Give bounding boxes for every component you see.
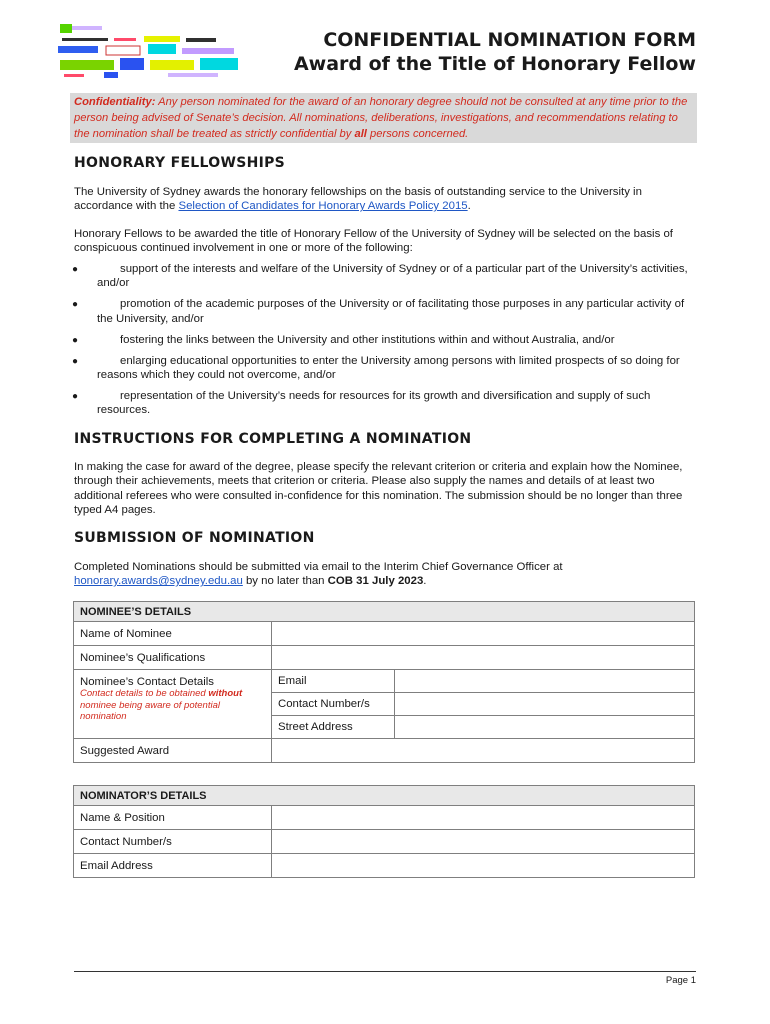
instructions-heading: INSTRUCTIONS FOR COMPLETING A NOMINATION [74,431,472,447]
list-item-text: representation of the University’s needs for resources for its growth and diversification and supply of such resources. [97,389,651,417]
submission-text-1: Completed Nominations should be submitted via email to the Interim Chief Governance Officer at [74,561,563,573]
nominee-name-label: Name of Nominee [74,622,272,646]
table-row [74,806,695,830]
bullet-icon: ● [72,355,79,367]
list-item [74,333,694,347]
nominee-award-label: Suggested Award [74,739,272,763]
nominator-heading: NOMINATOR’S DETAILS [74,786,695,806]
nominator-email-field[interactable] [272,854,695,878]
submission-heading: SUBMISSION OF NOMINATION [74,530,315,546]
table-row [74,622,695,646]
nominee-email-label: Email [272,670,395,693]
nominee-email-field[interactable] [395,670,695,693]
table-row [74,739,695,763]
nominee-name-field[interactable] [272,622,695,646]
policy-link[interactable]: Selection of Candidates for Honorary Awards Policy 2015 [178,200,468,213]
page-number: Page 1 [665,975,696,986]
list-item [74,262,694,291]
nominee-phone-label: Contact Number/s [272,693,395,716]
submission-text-2: by no later than [242,575,328,588]
nominator-phone-field[interactable] [272,830,695,854]
nominee-heading: NOMINEE’S DETAILS [74,602,695,622]
contact-note-text-1: Contact details to be obtained [80,688,209,699]
bullet-icon: ● [72,334,79,346]
form-title-line1: CONFIDENTIAL NOMINATION FORM [323,29,696,51]
honorary-para-2: Honorary Fellows to be awarded the title of Honorary Fellow of the University of Sydney will be selected on the basis of conspicuous continued involvement in one or more of the following: [74,228,673,255]
university-logo-graphic [58,22,242,82]
confidentiality-notice [70,93,697,143]
table-row [74,670,695,693]
table-row [74,602,695,622]
nominee-contact-label: Nominee’s Contact Details [80,676,215,688]
bullet-icon: ● [72,390,79,402]
list-item-text: fostering the links between the University and other institutions within and without Australia, and/or [120,333,615,346]
university-logo [58,22,242,82]
list-item [74,389,694,418]
nominator-name-label: Name & Position [74,806,272,830]
contact-note-emphasis: without [208,688,243,699]
table-row [74,786,695,806]
confidentiality-emphasis: all [354,128,367,140]
table-row [74,854,695,878]
submission-email-link[interactable]: honorary.awards@sydney.edu.au [74,575,243,588]
honorary-heading: HONORARY FELLOWSHIPS [74,155,286,171]
instructions-text: In making the case for award of the degree, please specify the relevant criterion or criteria and explain how the Nominee, through their achievements, meets that criterion or criteria. Please also supply the names and details of at least two additional referees who were consulted in-confidence for this nomination. The submission should be no longer than three typed A4 pages. [74,461,683,516]
confidentiality-text-1: Any person nominated for the award of an honorary degree should not be consulted at any time prior to the person being advised of Senate’s decision. All nominations, deliberations, investigations, and recommendations relating to the nomination shall be treated as strictly confidential by [74,96,688,140]
nominator-details-table [73,785,695,878]
list-item-text: support of the interests and welfare of the University of Sydney or of a particular part of the University’s activities, and/or [97,263,688,290]
footer-divider [74,971,696,972]
table-row [74,830,695,854]
nominee-address-label: Street Address [272,716,395,739]
nominee-award-field[interactable] [272,739,695,763]
confidentiality-text-2: persons concerned. [366,128,469,140]
nominee-phone-field[interactable] [395,693,695,716]
bullet-icon: ● [72,264,79,275]
form-title [294,28,696,76]
nominee-qualifications-field[interactable] [272,646,695,670]
nominee-qualifications-label: Nominee’s Qualifications [74,646,272,670]
honorary-para-1 [74,185,694,214]
list-item-text: enlarging educational opportunities to enter the University among persons with limited prospects of so doing for reasons which they could not overcome, and/or [97,354,680,381]
nominator-email-label: Email Address [74,854,272,878]
submission-text-3: . [423,575,427,588]
list-item [74,354,694,383]
nominee-contact-note [80,688,265,723]
nominator-name-field[interactable] [272,806,695,830]
nominee-contact-cell [74,670,272,739]
submission-text [74,560,694,589]
submission-deadline: COB 31 July 2023 [327,575,424,588]
honorary-para-1-text: The University of Sydney awards the honorary fellowships on the basis of outstanding service to the University in accordance with the [74,186,642,213]
criteria-list [74,262,694,424]
honorary-para-1-end: . [467,200,471,213]
nominee-details-table [73,601,695,763]
list-item-text: promotion of the academic purposes of the University or of facilitating those purposes in any particular activity of the University, and/or [97,298,685,325]
confidentiality-label: Confidentiality: [74,96,156,108]
form-title-line2: Award of the Title of Honorary Fellow [293,53,696,75]
table-row [74,646,695,670]
list-item [74,297,694,326]
nominee-address-field[interactable] [395,716,695,739]
contact-note-text-2: nominee being aware of potential nomination [80,699,220,722]
nominator-phone-label: Contact Number/s [74,830,272,854]
bullet-icon: ● [72,299,79,311]
